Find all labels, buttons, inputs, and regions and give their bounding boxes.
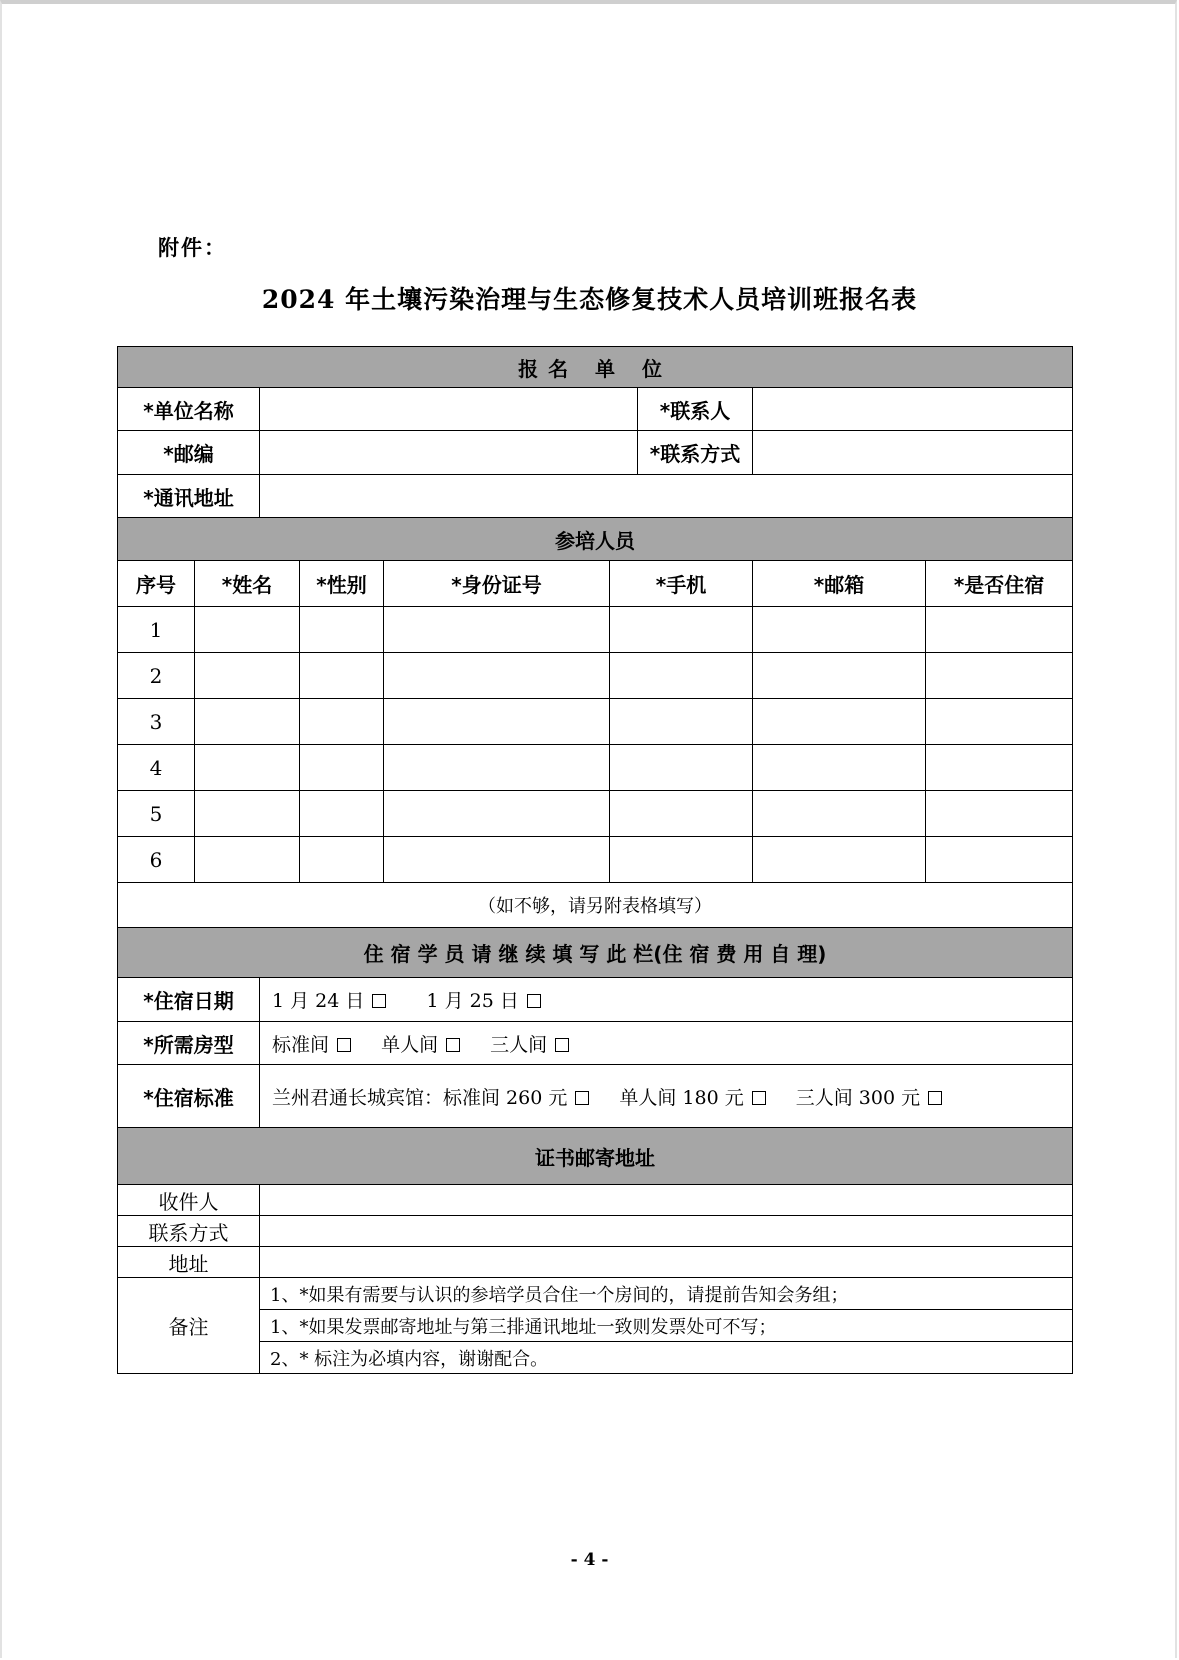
remarks-label: 备注 xyxy=(118,1278,260,1374)
row-index: 6 xyxy=(118,837,195,883)
id-number-cell[interactable] xyxy=(384,607,610,653)
email-cell[interactable] xyxy=(753,791,926,837)
email-cell[interactable] xyxy=(753,607,926,653)
contact-method-label: *联系方式 xyxy=(638,431,753,475)
table-row xyxy=(118,607,1073,653)
date-option-jan24[interactable]: 1 月 24 日 xyxy=(272,990,386,1012)
checkbox-icon[interactable] xyxy=(752,1091,766,1105)
lodging-standard-label: *住宿标准 xyxy=(118,1065,260,1128)
email-cell[interactable] xyxy=(753,653,926,699)
form-title: 2024 年土壤污染治理与生态修复技术人员培训班报名表 xyxy=(261,285,918,314)
email-cell[interactable] xyxy=(753,745,926,791)
standard-option-single[interactable]: 单人间 180 元 xyxy=(619,1087,765,1109)
mobile-cell[interactable] xyxy=(610,837,753,883)
postcode-label: *邮编 xyxy=(118,431,260,475)
row-index: 2 xyxy=(118,653,195,699)
lodging-cell[interactable] xyxy=(926,653,1073,699)
attachment-label: 附件： xyxy=(158,236,227,260)
gender-cell[interactable] xyxy=(300,837,384,883)
room-option-single[interactable]: 单人间 xyxy=(381,1034,460,1056)
lodging-cell[interactable] xyxy=(926,837,1073,883)
col-header-email: *邮箱 xyxy=(753,561,926,607)
gender-cell[interactable] xyxy=(300,653,384,699)
contact-person-field[interactable] xyxy=(753,388,1073,431)
checkbox-icon[interactable] xyxy=(446,1038,460,1052)
contact-method-field[interactable] xyxy=(753,431,1073,475)
remark-line-1: 1、*如果有需要与认识的参培学员合住一个房间的，请提前告知会务组； xyxy=(260,1278,1073,1310)
email-cell[interactable] xyxy=(753,837,926,883)
mail-address-field[interactable] xyxy=(260,1247,1073,1278)
row-index: 4 xyxy=(118,745,195,791)
address-label: *通讯地址 xyxy=(118,475,260,518)
lodging-cell[interactable] xyxy=(926,607,1073,653)
address-field[interactable] xyxy=(260,475,1073,518)
id-number-cell[interactable] xyxy=(384,699,610,745)
mail-contact-field[interactable] xyxy=(260,1216,1073,1247)
name-cell[interactable] xyxy=(195,791,300,837)
lodging-standard-options xyxy=(260,1065,1073,1128)
table-row xyxy=(118,699,1073,745)
col-header-gender: *性别 xyxy=(300,561,384,607)
contact-person-label: *联系人 xyxy=(638,388,753,431)
room-option-standard[interactable]: 标准间 xyxy=(272,1034,351,1056)
mobile-cell[interactable] xyxy=(610,791,753,837)
gender-cell[interactable] xyxy=(300,607,384,653)
remark-line-3: 2、* 标注为必填内容，谢谢配合。 xyxy=(260,1342,1073,1374)
recipient-field[interactable] xyxy=(260,1185,1073,1216)
mail-contact-label: 联系方式 xyxy=(118,1216,260,1247)
lodging-cell[interactable] xyxy=(926,791,1073,837)
name-cell[interactable] xyxy=(195,837,300,883)
checkbox-icon[interactable] xyxy=(555,1038,569,1052)
gender-cell[interactable] xyxy=(300,791,384,837)
row-index: 1 xyxy=(118,607,195,653)
col-header-lodging: *是否住宿 xyxy=(926,561,1073,607)
hotel-name: 兰州君通长城宾馆： xyxy=(272,1086,444,1109)
checkbox-icon[interactable] xyxy=(928,1091,942,1105)
checkbox-icon[interactable] xyxy=(527,994,541,1008)
id-number-cell[interactable] xyxy=(384,745,610,791)
remark-line-2: 1、*如果发票邮寄地址与第三排通讯地址一致则发票处可不写； xyxy=(260,1310,1073,1342)
mail-address-label: 地址 xyxy=(118,1247,260,1278)
name-cell[interactable] xyxy=(195,745,300,791)
name-cell[interactable] xyxy=(195,607,300,653)
checkbox-icon[interactable] xyxy=(575,1091,589,1105)
col-header-id-number: *身份证号 xyxy=(384,561,610,607)
table-row xyxy=(118,653,1073,699)
table-row xyxy=(118,745,1073,791)
id-number-cell[interactable] xyxy=(384,653,610,699)
unit-name-label: *单位名称 xyxy=(118,388,260,431)
row-index: 3 xyxy=(118,699,195,745)
mobile-cell[interactable] xyxy=(610,699,753,745)
room-type-label: *所需房型 xyxy=(118,1022,260,1065)
lodging-cell[interactable] xyxy=(926,699,1073,745)
registration-form-table xyxy=(117,346,1073,1374)
postcode-field[interactable] xyxy=(260,431,638,475)
id-number-cell[interactable] xyxy=(384,791,610,837)
name-cell[interactable] xyxy=(195,653,300,699)
mobile-cell[interactable] xyxy=(610,653,753,699)
table-row xyxy=(118,837,1073,883)
date-option-jan25[interactable]: 1 月 25 日 xyxy=(426,990,540,1012)
lodging-date-options xyxy=(260,978,1073,1022)
email-cell[interactable] xyxy=(753,699,926,745)
col-header-mobile: *手机 xyxy=(610,561,753,607)
lodging-cell[interactable] xyxy=(926,745,1073,791)
row-index: 5 xyxy=(118,791,195,837)
participants-note: （如不够，请另附表格填写） xyxy=(118,883,1073,928)
name-cell[interactable] xyxy=(195,699,300,745)
recipient-label: 收件人 xyxy=(118,1185,260,1216)
col-header-index: 序号 xyxy=(118,561,195,607)
checkbox-icon[interactable] xyxy=(372,994,386,1008)
page-number: - 4 - xyxy=(570,1550,609,1570)
gender-cell[interactable] xyxy=(300,699,384,745)
table-row xyxy=(118,791,1073,837)
mobile-cell[interactable] xyxy=(610,745,753,791)
id-number-cell[interactable] xyxy=(384,837,610,883)
checkbox-icon[interactable] xyxy=(337,1038,351,1052)
room-type-options xyxy=(260,1022,1073,1065)
lodging-date-label: *住宿日期 xyxy=(118,978,260,1022)
lodging-section-header: 住 宿 学 员 请 继 续 填 写 此 栏(住 宿 费 用 自 理) xyxy=(118,928,1073,978)
standard-option-triple[interactable]: 三人间 300 元 xyxy=(796,1087,942,1109)
unit-section-header: 报名 单 位 xyxy=(118,347,1073,388)
gender-cell[interactable] xyxy=(300,745,384,791)
mobile-cell[interactable] xyxy=(610,607,753,653)
room-option-triple[interactable]: 三人间 xyxy=(490,1034,569,1056)
unit-name-field[interactable] xyxy=(260,388,638,431)
certificate-section-header: 证书邮寄地址 xyxy=(118,1128,1073,1185)
participants-section-header: 参培人员 xyxy=(118,518,1073,561)
standard-option-standard[interactable]: 标准间 260 元 xyxy=(443,1087,589,1109)
col-header-name: *姓名 xyxy=(195,561,300,607)
